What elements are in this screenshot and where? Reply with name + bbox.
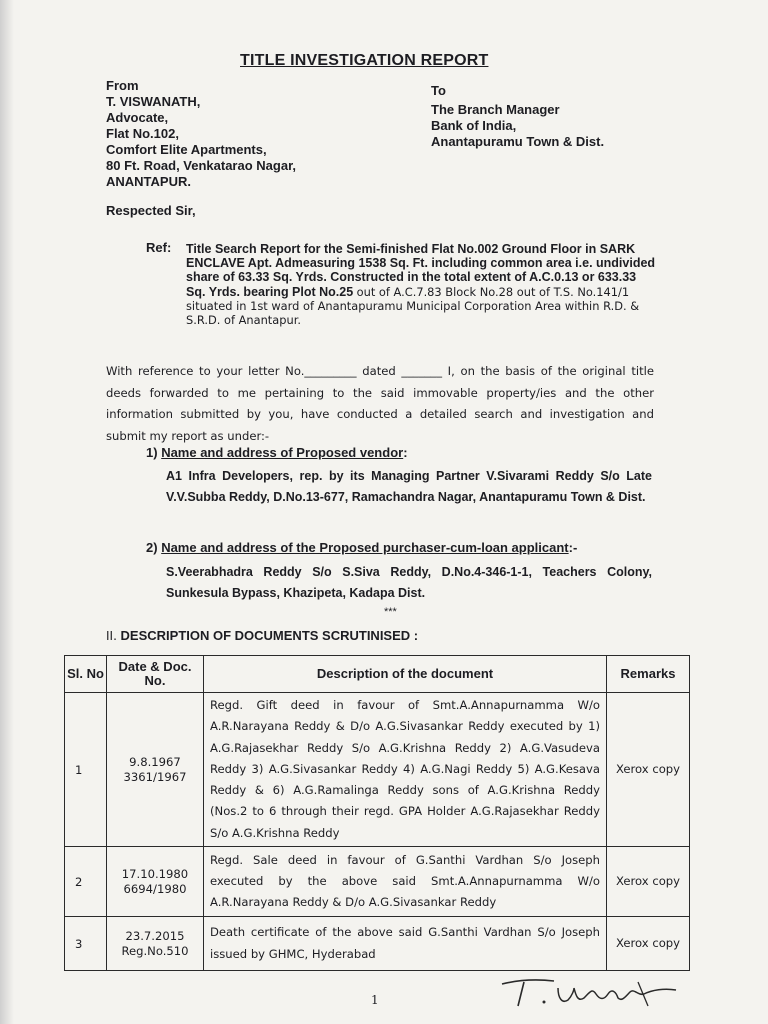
cell-date [107, 693, 204, 847]
documents-table [64, 655, 690, 971]
to-line: Anantapuramu Town & Dist. [431, 134, 605, 149]
cell-sl: 1 [65, 693, 107, 847]
doc-number: Reg.No.510 [121, 943, 189, 958]
salutation: Respected Sir, [106, 203, 196, 218]
section-2-number: 2) [146, 540, 158, 555]
doc-number: 3361/1967 [123, 769, 187, 784]
cell-sl: 2 [65, 847, 107, 917]
from-line: 80 Ft. Road, Venkatarao Nagar, [106, 158, 297, 173]
ref-bold-text: Title Search Report for the Semi-finished Flat No.002 Ground Floor in SARK ENCLAVE Apt. Admeasuring 1538 Sq. Ft. including common area i.e. undivided share of 63.33 Sq. Yrds. Constructed in the total extent of A.C.0.13 or 633.33 Sq. Yrds. bearing Plot No.25 [186, 242, 656, 299]
to-line: The Branch Manager [431, 102, 560, 117]
header-description: Description of the document [204, 656, 607, 693]
ref-plain-text: out of A.C.7.83 Block No.28 out of T.S. No.141/1 situated in 1st ward of Anantapuramu Municipal Corporation Area within R.D. & S.R.D. of Anantapur. [186, 284, 640, 328]
table-row [65, 917, 690, 971]
to-label: To [431, 83, 446, 98]
table-header-row [65, 656, 690, 693]
cell-description: Death certificate of the above said G.Santhi Vardhan S/o Joseph issued by GHMC, Hyderabad [204, 917, 607, 971]
table-row [65, 693, 690, 847]
description-title: DESCRIPTION OF DOCUMENTS SCRUTINISED : [120, 628, 419, 643]
header-sl-no: Sl. No [65, 656, 107, 693]
cell-date [107, 917, 204, 971]
sender-address [106, 78, 366, 190]
header-date-doc-no: Date & Doc. No. [107, 656, 204, 693]
recipient-address [431, 83, 691, 150]
cell-remarks: Xerox copy [607, 847, 690, 917]
section-1-heading [146, 445, 408, 460]
cell-description: Regd. Sale deed in favour of G.Santhi Vardhan S/o Joseph executed by the above said Smt.A.Annapurnamma W/o A.R.Narayana Reddy & D/o A.G.Sivasankar Reddy [204, 847, 607, 917]
cell-remarks: Xerox copy [607, 917, 690, 971]
doc-date: 23.7.2015 [125, 928, 185, 943]
description-roman-numeral: II. [106, 629, 117, 643]
section-1-title: Name and address of Proposed vendor [161, 445, 404, 460]
doc-date: 17.10.1980 [121, 866, 189, 881]
description-heading [106, 628, 418, 643]
section-2-body: S.Veerabhadra Reddy S/o S.Siva Reddy, D.No.4-346-1-1, Teachers Colony, Sunkesula Bypass, Khazipeta, Kadapa Dist. [166, 565, 652, 600]
table-row [65, 847, 690, 917]
page-number: 1 [371, 993, 379, 1007]
from-line: T. VISWANATH, [106, 94, 201, 109]
section-2-title: Name and address of the Proposed purchaser-cum-loan applicant [161, 540, 569, 555]
cell-sl: 3 [65, 917, 107, 971]
section-1-number: 1) [146, 445, 158, 460]
section-2-heading [146, 540, 577, 555]
doc-date: 9.8.1967 [129, 754, 181, 769]
page-binding-edge [0, 0, 14, 1024]
intro-paragraph: With reference to your letter No._________ dated _______ I, on the basis of the original title deeds forwarded to me pertaining to the said immovable property/ies and the other information submitted by you, have conducted a detailed search and investigation and submit my report as under:- [106, 364, 654, 443]
ref-text [186, 242, 656, 327]
doc-number: 6694/1980 [123, 881, 187, 896]
section-2-punct: :- [568, 540, 578, 555]
report-title: TITLE INVESTIGATION REPORT [240, 52, 489, 69]
cell-description: Regd. Gift deed in favour of Smt.A.Annapurnamma W/o A.R.Narayana Reddy & D/o A.G.Sivasankar Reddy executed by 1) A.G.Rajasekhar Reddy S/o A.G.Krishna Reddy 2) A.G.Vasudeva Reddy 3) A.G.Sivasankar Reddy 4) A.G.Nagi Reddy 5) A.G.Kesava Reddy & 6) A.G.Ramalinga Reddy sons of A.G.Krishna Reddy (Nos.2 to 6 through their regd. GPA Holder A.G.Rajasekhar Reddy S/o A.G.Krishna Reddy [204, 693, 607, 847]
advocate-signature [488, 976, 684, 1010]
section-1-punct: : [403, 445, 408, 460]
separator-stars: *** [384, 606, 397, 618]
ref-label: Ref: [146, 240, 172, 255]
from-line: ANANTAPUR. [106, 174, 191, 189]
from-line: Flat No.102, [106, 126, 179, 141]
from-line: Advocate, [106, 110, 169, 125]
section-1-body: A1 Infra Developers, rep. by its Managing Partner V.Sivarami Reddy S/o Late V.V.Subba Reddy, D.No.13-677, Ramachandra Nagar, Anantapuramu Town & Dist. [166, 469, 652, 504]
cell-date [107, 847, 204, 917]
from-line: Comfort Elite Apartments, [106, 142, 267, 157]
header-remarks: Remarks [607, 656, 690, 693]
cell-remarks: Xerox copy [607, 693, 690, 847]
to-line: Bank of India, [431, 118, 517, 133]
from-label: From [106, 78, 139, 93]
